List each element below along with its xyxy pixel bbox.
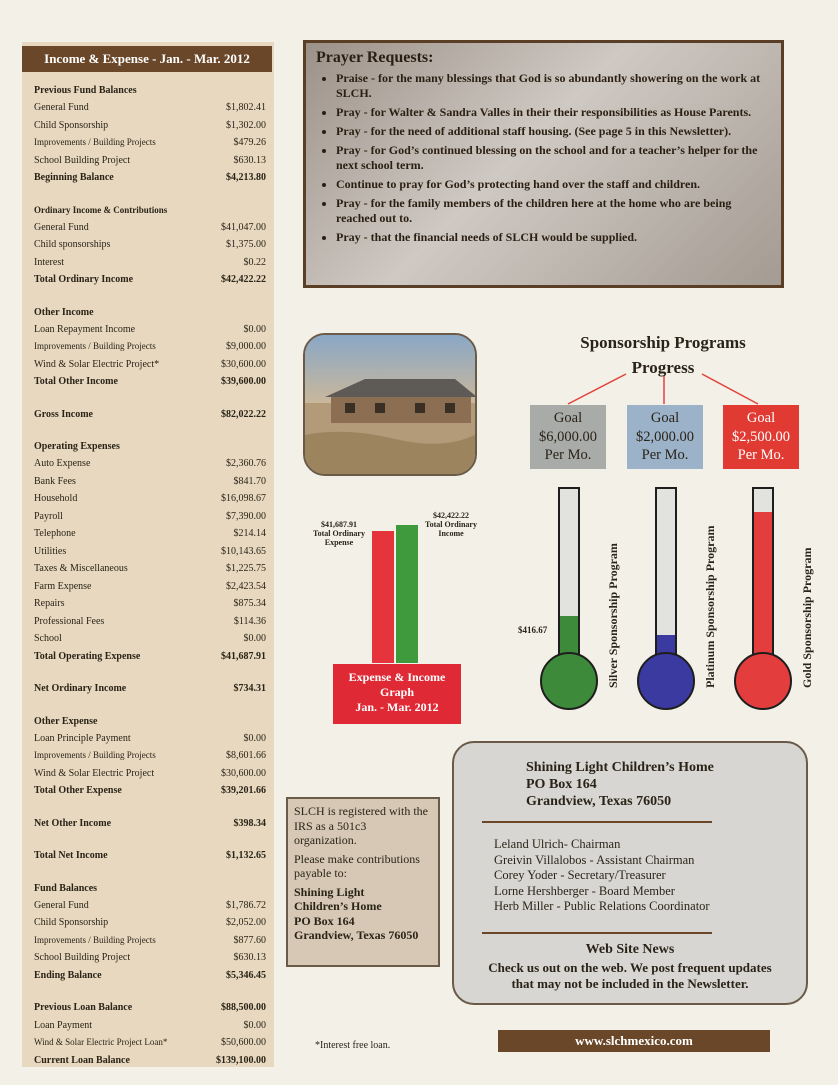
fin-row-label: Child Sponsorship bbox=[34, 119, 109, 131]
fin-row bbox=[34, 99, 266, 117]
fin-row bbox=[34, 219, 266, 237]
fin-row-value: $630.13 bbox=[233, 952, 266, 963]
fin-section bbox=[34, 438, 266, 665]
fin-row bbox=[34, 1052, 266, 1070]
fin-row bbox=[34, 847, 266, 865]
goal-connector-lines bbox=[560, 370, 760, 410]
fin-section bbox=[34, 82, 266, 187]
program-value: $416.67 bbox=[518, 625, 548, 635]
fin-row-label: Ending Balance bbox=[34, 969, 102, 981]
fin-row-value: $30,600.00 bbox=[221, 358, 266, 370]
fin-row-value: $88,500.00 bbox=[221, 1002, 266, 1013]
board-member: Greivin Villalobos - Assistant Chairman bbox=[494, 852, 695, 867]
board-members bbox=[494, 837, 710, 915]
fin-row-value: $39,201.66 bbox=[221, 785, 266, 796]
fin-row-label: Wind & Solar Electric Project* bbox=[34, 358, 160, 370]
goal-text: $6,000.00 bbox=[539, 428, 597, 445]
fin-row-label: Previous Loan Balance bbox=[34, 1002, 133, 1013]
fin-row-value: $2,360.76 bbox=[226, 458, 266, 469]
fin-row-value: $50,600.00 bbox=[221, 1037, 266, 1048]
fin-row-value: $16,098.67 bbox=[221, 493, 266, 504]
fin-row-value: $875.34 bbox=[233, 598, 266, 609]
income-label: Total Ordinary Income bbox=[425, 520, 477, 538]
contact-box bbox=[452, 741, 808, 1005]
fin-row-label: Total Operating Expense bbox=[34, 650, 141, 662]
prayer-item: • Pray - for God’s continued blessing on the school and for a teacher’s helper for the next school term. bbox=[336, 143, 767, 173]
fin-row-label: Bank Fees bbox=[34, 475, 76, 487]
org-city: Grandview, Texas 76050 bbox=[526, 794, 672, 809]
fin-section bbox=[34, 304, 266, 391]
income-bar-label bbox=[418, 511, 484, 538]
fin-row-label: Total Net Income bbox=[34, 850, 108, 861]
fin-row bbox=[34, 1034, 266, 1052]
divider bbox=[482, 821, 712, 823]
income-value: $42,422.22 bbox=[433, 511, 469, 520]
fin-section bbox=[34, 847, 266, 865]
fin-row-label: Taxes & Miscellaneous bbox=[34, 563, 128, 574]
fin-row bbox=[34, 815, 266, 833]
registration-text: SLCH is registered with the IRS as a 501c3 organization. bbox=[294, 804, 428, 847]
fin-row bbox=[34, 560, 266, 578]
fin-row bbox=[34, 508, 266, 526]
fin-row-label: Improvements / Building Projects bbox=[34, 137, 156, 147]
sponsorship-title-line1: Sponsorship Programs bbox=[580, 333, 746, 352]
thermometer-bulb bbox=[734, 652, 792, 710]
fin-row-label: School Building Project bbox=[34, 154, 131, 166]
fin-section bbox=[34, 406, 266, 424]
fin-row-label: Improvements / Building Projects bbox=[34, 750, 156, 760]
fin-row bbox=[34, 897, 266, 915]
fin-row-label: Utilities bbox=[34, 545, 67, 557]
fin-row-label: Interest bbox=[34, 256, 64, 268]
fin-row-label: Total Other Expense bbox=[34, 785, 122, 796]
fin-row-label: Improvements / Building Projects bbox=[34, 934, 156, 945]
fin-row-value: $39,600.00 bbox=[221, 376, 266, 387]
fin-row-label: Wind & Solar Electric Project bbox=[34, 767, 155, 779]
fin-row bbox=[34, 373, 266, 391]
fin-row-value: $8,601.66 bbox=[226, 750, 266, 761]
goal-box bbox=[627, 405, 703, 469]
board-member: Corey Yoder - Secretary/Treasurer bbox=[494, 868, 666, 882]
fin-row bbox=[34, 490, 266, 508]
fin-row-label: Beginning Balance bbox=[34, 172, 114, 183]
org-name: Shining Light Children’s Home bbox=[526, 760, 714, 775]
fin-row-label: General Fund bbox=[34, 899, 89, 911]
footnote: *Interest free loan. bbox=[315, 1040, 391, 1051]
website-link[interactable]: www.slchmexico.com bbox=[498, 1030, 770, 1052]
fin-row bbox=[34, 782, 266, 800]
fin-row-label: Auto Expense bbox=[34, 458, 91, 469]
goal-text: Per Mo. bbox=[641, 447, 689, 463]
fin-row-value: $139,100.00 bbox=[216, 1054, 266, 1066]
fin-row bbox=[34, 169, 266, 187]
fin-row bbox=[34, 999, 266, 1017]
graph-caption-line2: Graph bbox=[379, 685, 414, 699]
fin-row bbox=[34, 765, 266, 783]
fin-row-label: Farm Expense bbox=[34, 580, 92, 592]
fin-row bbox=[34, 406, 266, 424]
board-member: Leland Ulrich- Chairman bbox=[494, 837, 621, 851]
fin-row-value: $479.26 bbox=[233, 137, 266, 148]
fin-row-label: Improvements / Building Projects bbox=[34, 341, 156, 351]
fin-row bbox=[34, 473, 266, 491]
goal-text: Goal bbox=[553, 410, 583, 426]
fin-row bbox=[34, 730, 266, 748]
fin-row bbox=[34, 578, 266, 596]
fin-row bbox=[34, 236, 266, 254]
fin-row-value: $734.31 bbox=[233, 683, 266, 694]
fin-row-value: $1,302.00 bbox=[226, 119, 266, 131]
fin-row-label: Net Ordinary Income bbox=[34, 683, 127, 694]
organization-address bbox=[526, 759, 714, 810]
fin-row-value: $42,422.22 bbox=[221, 274, 266, 285]
fin-row-label: Household bbox=[34, 493, 78, 504]
fin-row bbox=[34, 152, 266, 170]
fin-row-value: $841.70 bbox=[233, 475, 266, 487]
fin-row-label: Gross Income bbox=[34, 408, 93, 420]
prayer-item: • Pray - that the financial needs of SLCH would be supplied. bbox=[336, 230, 767, 245]
fin-row bbox=[34, 613, 266, 631]
fin-row-value: $4,213.80 bbox=[226, 172, 266, 183]
prayer-item: • Pray - for the need of additional staff housing. (See page 5 in this Newsletter). bbox=[336, 124, 767, 139]
fin-row bbox=[34, 648, 266, 666]
fin-row-value: $1,375.00 bbox=[226, 239, 266, 250]
fin-row-label: Child sponsorships bbox=[34, 239, 111, 250]
fin-row bbox=[34, 338, 266, 356]
goal-box bbox=[723, 405, 799, 469]
fin-row-value: $41,687.91 bbox=[221, 650, 266, 662]
fin-row-label: Net Other Income bbox=[34, 817, 112, 829]
fin-row-value: $10,143.65 bbox=[221, 545, 266, 557]
fin-row-value: $9,000.00 bbox=[226, 341, 266, 352]
graph-caption-line3: Jan. - Mar. 2012 bbox=[355, 700, 439, 714]
fin-row-value: $0.22 bbox=[243, 256, 266, 268]
fin-row-value: $82,022.22 bbox=[221, 408, 266, 420]
expense-bar bbox=[372, 531, 394, 663]
fin-row bbox=[34, 914, 266, 932]
prayer-title: Prayer Requests: bbox=[316, 49, 434, 66]
web-news-line1: Check us out on the web. We post frequent updates bbox=[488, 960, 772, 975]
expense-bar-label bbox=[300, 520, 378, 547]
fin-row-label: Current Loan Balance bbox=[34, 1054, 130, 1066]
graph-caption-line1: Expense & Income bbox=[348, 670, 446, 684]
fin-row-value: $877.60 bbox=[233, 934, 266, 946]
goal-text: Per Mo. bbox=[737, 447, 785, 463]
board-member: Lorne Hershberger - Board Member bbox=[494, 883, 675, 898]
goal-text: $2,500.00 bbox=[732, 428, 790, 445]
prayer-item: • Pray - for the family members of the children here at the home who are being reached out to. bbox=[336, 196, 767, 226]
fin-row-value: $1,786.72 bbox=[226, 899, 266, 911]
fin-row-label: General Fund bbox=[34, 102, 89, 113]
board-member: Herb Miller - Public Relations Coordinator bbox=[494, 899, 710, 913]
prayer-item: • Praise - for the many blessings that God is so abundantly showering on the work at SLCH. bbox=[336, 71, 767, 101]
fin-row bbox=[34, 967, 266, 985]
payee-line4: Grandview, Texas 76050 bbox=[294, 928, 419, 942]
goal-text: $2,000.00 bbox=[636, 428, 694, 445]
goal-text: Per Mo. bbox=[544, 447, 592, 463]
fin-row-label: Total Ordinary Income bbox=[34, 274, 134, 285]
prayer-item: • Continue to pray for God’s protecting hand over the staff and children. bbox=[336, 177, 767, 192]
fin-row-label: Professional Fees bbox=[34, 615, 105, 627]
fin-row bbox=[34, 455, 266, 473]
fin-section-title: Operating Expenses bbox=[34, 441, 120, 452]
web-news-body bbox=[454, 960, 806, 992]
fin-row-label: Loan Payment bbox=[34, 1019, 93, 1031]
fin-row bbox=[34, 117, 266, 135]
fin-section bbox=[34, 680, 266, 698]
expense-income-graph-label bbox=[333, 664, 461, 724]
fin-row-value: $30,600.00 bbox=[221, 767, 266, 779]
fin-row-label: Loan Repayment Income bbox=[34, 323, 136, 335]
house-image bbox=[305, 335, 477, 476]
fin-section-title: Other Expense bbox=[34, 715, 98, 727]
expense-value: $41,687.91 bbox=[321, 520, 357, 529]
fin-row bbox=[34, 949, 266, 967]
fin-row-value: $630.13 bbox=[233, 154, 266, 166]
thermometer-fill bbox=[754, 512, 772, 672]
fin-row-label: School Building Project bbox=[34, 952, 131, 963]
fin-row bbox=[34, 543, 266, 561]
thermometer-tube bbox=[752, 487, 774, 672]
fin-row bbox=[34, 356, 266, 374]
fin-row-value: $2,052.00 bbox=[226, 917, 266, 928]
fin-row-label: Wind & Solar Electric Project Loan* bbox=[34, 1037, 168, 1047]
fin-row-value: $1,802.41 bbox=[226, 102, 266, 113]
sponsorship-title-line2: Progress bbox=[631, 358, 695, 377]
fin-section bbox=[34, 713, 266, 800]
fin-row bbox=[34, 134, 266, 152]
fin-row-label: Telephone bbox=[34, 528, 76, 539]
fin-section bbox=[34, 202, 266, 289]
fin-row-value: $214.14 bbox=[233, 528, 266, 539]
registration-box bbox=[286, 797, 440, 967]
fin-row bbox=[34, 680, 266, 698]
fin-section bbox=[34, 815, 266, 833]
fin-row-label: School bbox=[34, 633, 62, 644]
thermometer-bulb bbox=[637, 652, 695, 710]
fin-section-title: Previous Fund Balances bbox=[34, 85, 137, 96]
thermometer-tube bbox=[655, 487, 677, 672]
fin-row bbox=[34, 1017, 266, 1035]
program-name: Silver Sponsorship Program bbox=[606, 543, 620, 688]
payee-line2: Children’s Home bbox=[294, 899, 382, 913]
fin-section-title: Other Income bbox=[34, 306, 94, 318]
fin-row bbox=[34, 321, 266, 339]
fin-row-value: $0.00 bbox=[243, 1019, 266, 1031]
fin-row bbox=[34, 630, 266, 648]
goal-text: Goal bbox=[746, 410, 776, 426]
fin-row-value: $0.00 bbox=[243, 633, 266, 644]
fin-row bbox=[34, 932, 266, 950]
prayer-requests-box bbox=[303, 40, 784, 288]
fin-row-label: Loan Principle Payment bbox=[34, 732, 131, 744]
fin-row-value: $2,423.54 bbox=[226, 580, 266, 592]
fin-section bbox=[34, 999, 266, 1069]
goal-box bbox=[530, 405, 606, 469]
fin-row-label: Payroll bbox=[34, 510, 63, 522]
fin-row-value: $0.00 bbox=[243, 323, 266, 335]
fin-row bbox=[34, 254, 266, 272]
fin-row-value: $1,225.75 bbox=[226, 563, 266, 574]
fin-row bbox=[34, 525, 266, 543]
fin-row-label: General Fund bbox=[34, 221, 89, 233]
prayer-list bbox=[316, 71, 767, 245]
fin-row bbox=[34, 747, 266, 765]
divider bbox=[482, 932, 712, 934]
fin-row-value: $41,047.00 bbox=[221, 221, 266, 233]
fin-row-value: $5,346.45 bbox=[226, 969, 266, 981]
expense-label: Total Ordinary Expense bbox=[313, 529, 365, 547]
financial-statement bbox=[34, 82, 266, 1084]
fin-row-value: $398.34 bbox=[233, 817, 266, 829]
goal-text: Goal bbox=[650, 410, 680, 426]
income-expense-header: Income & Expense - Jan. - Mar. 2012 bbox=[22, 46, 272, 72]
fin-row-label: Total Other Income bbox=[34, 376, 118, 387]
fin-row-value: $1,132.65 bbox=[226, 850, 266, 861]
program-name: Gold Sponsorship Program bbox=[800, 547, 814, 688]
program-name: Platinum Sponsorship Program bbox=[703, 525, 717, 688]
fin-row bbox=[34, 595, 266, 613]
contribution-text: Please make contributions payable to: bbox=[294, 851, 420, 880]
web-news-title: Web Site News bbox=[585, 942, 675, 957]
org-po-box: PO Box 164 bbox=[526, 777, 597, 792]
prayer-item: • Pray - for Walter & Sandra Valles in their their responsibilities as House Parents. bbox=[336, 105, 767, 120]
thermometer-tube bbox=[558, 487, 580, 672]
fin-row bbox=[34, 271, 266, 289]
fin-row-label: Child Sponsorship bbox=[34, 917, 109, 928]
home-photo bbox=[303, 333, 477, 476]
payee-line3: PO Box 164 bbox=[294, 913, 355, 928]
fin-row-value: $114.36 bbox=[233, 615, 266, 627]
income-bar bbox=[396, 525, 418, 663]
fin-section-title: Ordinary Income & Contributions bbox=[34, 204, 168, 215]
fin-row-label: Repairs bbox=[34, 598, 65, 609]
fin-section bbox=[34, 880, 266, 985]
fin-row-value: $0.00 bbox=[243, 732, 266, 744]
payee-line1: Shining Light bbox=[294, 884, 365, 899]
fin-section-title: Fund Balances bbox=[34, 882, 98, 894]
web-news-line2: that may not be included in the Newsletter. bbox=[511, 976, 749, 991]
fin-row-value: $7,390.00 bbox=[226, 510, 266, 522]
thermometer-bulb bbox=[540, 652, 598, 710]
